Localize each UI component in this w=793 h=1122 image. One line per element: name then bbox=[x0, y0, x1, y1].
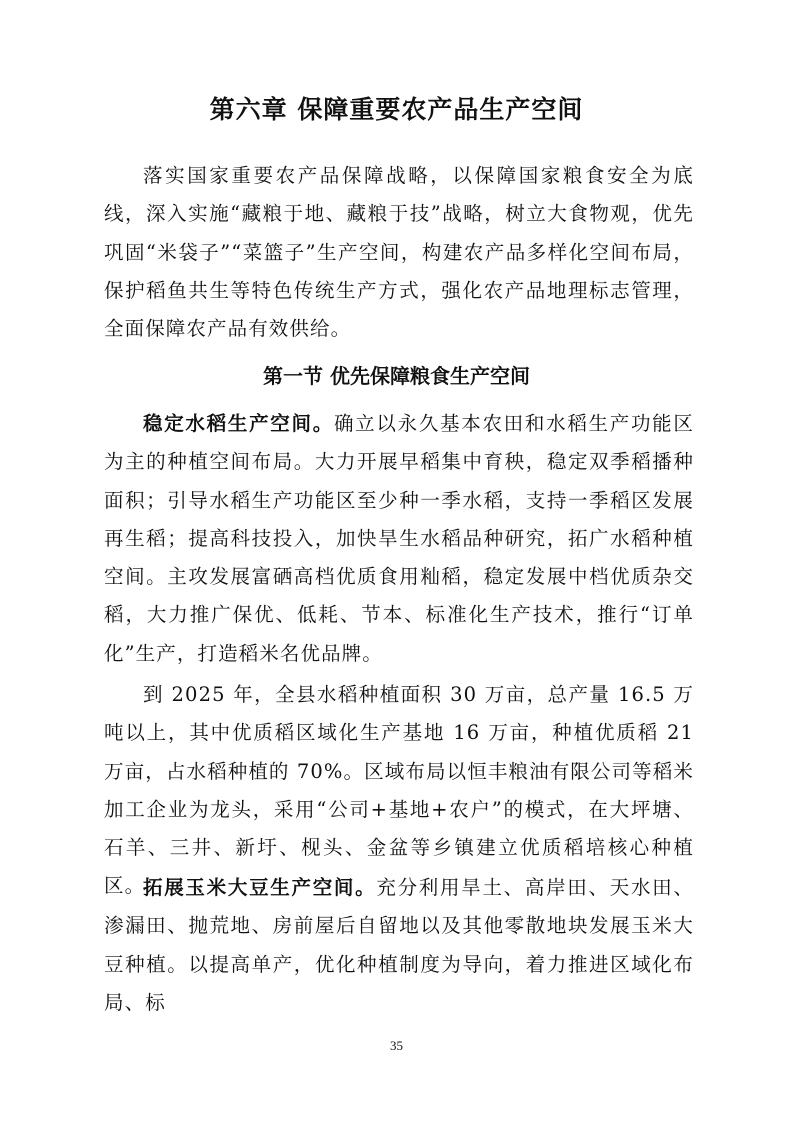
page-number: 35 bbox=[390, 1038, 403, 1053]
intro-paragraph: 落实国家重要农产品保障战略，以保障国家粮食安全为底线，深入实施“藏粮于地、藏粮于技”战略，树立大食物观，优先巩固“米袋子”“菜篮子”生产空间，构建农产品多样化空间布局，保护稻鱼共生等特色传统生产方式，强化农产品地理标志管理，全面保障农产品有效供给。 bbox=[104, 164, 694, 341]
rice-lead: 稳定水稻生产空间。 bbox=[143, 412, 334, 435]
corn-text: 充分利用旱土、高岸田、天水田、渗漏田、抛荒地、房前屋后自留地以及其他零散地块发展玉米大豆种植。以提高单产，优化种植制度为导向，着力推进区域化布局、标 bbox=[104, 876, 694, 1014]
rice-paragraph bbox=[104, 405, 694, 673]
corn-paragraph bbox=[104, 869, 694, 1022]
chapter-title: 第六章 保障重要农产品生产空间 bbox=[209, 95, 584, 124]
section-title: 第一节 优先保障粮食生产空间 bbox=[263, 364, 530, 388]
rice-text: 确立以永久基本农田和水稻生产功能区为主的种植空间布局。大力开展早稻集中育秧，稳定双季稻播种面积；引导水稻生产功能区至少种一季水稻，支持一季稻区发展再生稻；提高科技投入，加快旱生水稻品种研究，拓广水稻种植空间。主攻发展富硒高档优质食用籼稻，稳定发展中档优质杂交稻，大力推广保优、低耗、节本、标准化生产技术，推行“订单化”生产，打造稻米名优品牌。 bbox=[104, 412, 695, 665]
corn-lead: 拓展玉米大豆生产空间。 bbox=[143, 876, 377, 899]
target-paragraph: 到 2025 年，全县水稻种植面积 30 万亩，总产量 16.5 万吨以上，其中优质稻区域化生产基地 16 万亩，种植优质稻 21 万亩，占水稻种植的 70%。区域布局以恒丰粮油有限公司等稻米加工企业为龙头，采用“公司+基地+农户”的模式，在大坪塘、石羊、三井、新圩、枧头、金盆等乡镇建立优质稻培核心种植区。 bbox=[104, 683, 694, 898]
